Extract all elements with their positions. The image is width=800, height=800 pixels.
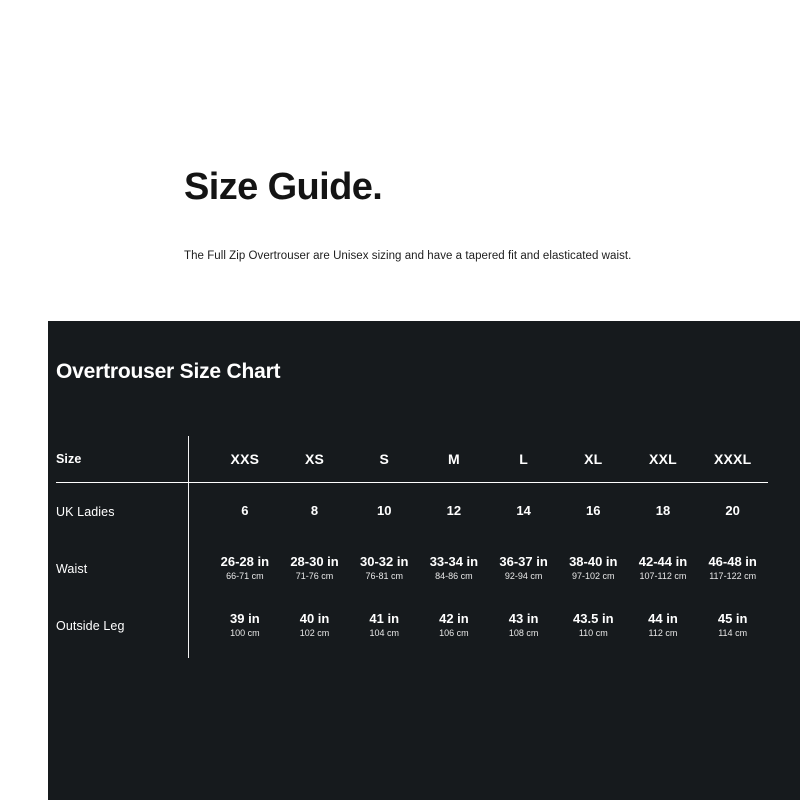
table-cell <box>558 540 628 597</box>
cell-subvalue: 114 cm <box>718 627 748 638</box>
cell-value: 42 in <box>439 610 469 626</box>
cell-subvalue: 97-102 cm <box>572 570 615 581</box>
cell-value: 6 <box>241 502 249 518</box>
table-cell <box>489 540 559 597</box>
column-header-xl: XL <box>584 451 603 467</box>
table-cell <box>280 597 350 654</box>
row-spacer <box>188 597 210 654</box>
cell-value: 28-30 in <box>290 553 339 569</box>
cell-subvalue: 107-112 cm <box>639 570 687 581</box>
table-cell <box>280 483 350 540</box>
table-header-spacer <box>188 436 210 482</box>
cell-value: 43.5 in <box>573 610 614 626</box>
cell-subvalue: 102 cm <box>299 627 330 638</box>
cell-value: 36-37 in <box>499 553 548 569</box>
cell-value: 43 in <box>508 610 539 626</box>
cell-subvalue: 84-86 cm <box>435 570 473 581</box>
table-cell <box>419 540 489 597</box>
page-title: Size Guide. <box>184 166 383 208</box>
table-row <box>56 483 768 540</box>
table-cell <box>419 483 489 540</box>
cell-value: 38-40 in <box>569 553 618 569</box>
column-header-l: L <box>519 451 528 467</box>
cell-value: 12 <box>446 502 462 518</box>
table-cell <box>698 540 768 597</box>
row-label-outside-leg: Outside Leg <box>56 618 125 633</box>
cell-subvalue: 108 cm <box>508 627 539 638</box>
size-chart-title: Overtrouser Size Chart <box>56 360 281 383</box>
table-cell <box>558 483 628 540</box>
cell-value: 16 <box>586 502 601 518</box>
table-row <box>56 540 768 597</box>
table-cell <box>349 540 419 597</box>
table-cell <box>558 597 628 654</box>
cell-subvalue: 117-122 cm <box>709 570 757 581</box>
cell-value: 20 <box>725 502 740 518</box>
column-header-xxl: XXL <box>649 451 677 467</box>
cell-value: 46-48 in <box>708 553 757 569</box>
table-cell <box>210 540 280 597</box>
table-cell <box>419 597 489 654</box>
table-cell <box>628 597 698 654</box>
cell-subvalue: 76-81 cm <box>365 570 403 581</box>
table-cell <box>628 483 698 540</box>
column-header-xxs: XXS <box>230 451 260 467</box>
size-chart-table <box>56 436 768 654</box>
cell-subvalue: 66-71 cm <box>226 570 264 581</box>
cell-value: 40 in <box>299 610 330 626</box>
table-cell <box>489 597 559 654</box>
cell-value: 42-44 in <box>638 553 688 569</box>
cell-subvalue: 110 cm <box>578 627 608 638</box>
cell-subvalue: 71-76 cm <box>295 570 334 581</box>
cell-subvalue: 104 cm <box>369 627 399 638</box>
cell-value: 41 in <box>369 610 400 626</box>
cell-value: 33-34 in <box>429 553 479 569</box>
table-cell <box>698 597 768 654</box>
cell-value: 44 in <box>648 610 678 626</box>
cell-subvalue: 92-94 cm <box>504 570 543 581</box>
table-header-row <box>56 436 768 482</box>
table-cell <box>698 483 768 540</box>
cell-subvalue: 106 cm <box>439 627 469 638</box>
column-header-s: S <box>379 451 389 467</box>
cell-value: 45 in <box>717 610 748 626</box>
row-label-uk-ladies: UK Ladies <box>56 504 115 519</box>
cell-value: 8 <box>310 502 319 518</box>
row-spacer <box>188 540 210 597</box>
cell-value: 26-28 in <box>220 553 270 569</box>
cell-value: 39 in <box>230 610 260 626</box>
row-spacer <box>188 483 210 540</box>
page-subtitle: The Full Zip Overtrouser are Unisex sizing and have a tapered fit and elasticated waist. <box>184 250 632 262</box>
cell-value: 30-32 in <box>360 553 409 569</box>
column-header-m: M <box>447 451 460 467</box>
table-row <box>56 597 768 654</box>
column-header-xxxl: XXXL <box>713 451 752 467</box>
cell-value: 18 <box>655 502 671 518</box>
row-label-waist: Waist <box>56 561 88 576</box>
table-cell <box>489 483 559 540</box>
column-header-xs: XS <box>304 451 325 467</box>
table-corner-label: Size <box>56 452 82 466</box>
cell-value: 14 <box>516 502 531 518</box>
table-cell <box>349 597 419 654</box>
table-cell <box>210 483 280 540</box>
table-cell <box>210 597 280 654</box>
table-cell <box>280 540 350 597</box>
table-cell <box>628 540 698 597</box>
table-cell <box>349 483 419 540</box>
cell-value: 10 <box>376 502 392 518</box>
cell-subvalue: 112 cm <box>648 627 678 638</box>
cell-subvalue: 100 cm <box>230 627 260 638</box>
